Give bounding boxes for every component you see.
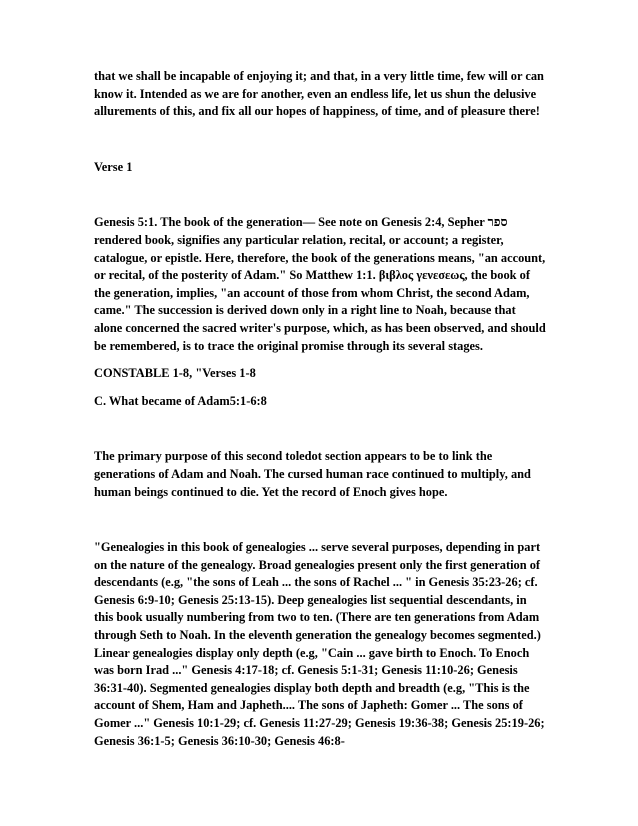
section-heading: C. What became of Adam5:1-6:8 (94, 393, 267, 408)
constable-line: CONSTABLE 1-8, "Verses 1-8 (94, 366, 256, 381)
verse-heading: Verse 1 (94, 159, 133, 174)
document-page (94, 68, 546, 750)
intro-paragraph: that we shall be incapable of enjoying it; and that, in a very little time, few will or can know it. Intended as we are for another, even an endless life, let us shun the delusive allurements of this, and fix all our hopes of happiness, of time, and of pleasure there! (94, 69, 544, 119)
primary-purpose-paragraph: The primary purpose of this second toledot section appears to be to link the generations of Adam and Noah. The cursed human race continued to multiply, and human beings continued to die. Yet the record of Enoch gives hope. (94, 449, 531, 499)
genealogies-paragraph: "Genealogies in this book of genealogies ... serve several purposes, depending in part on the nature of the genealogy. Broad genealogies present only the first generation of descendants (e.g, "the sons of Leah ... the sons of Rachel ... " in Genesis 35:23-26; cf. Genesis 6:9-10; Genesis 25:13-15). Deep genealogies list sequential descendants, in this book usually numbering from two to ten. (There are ten generations from Adam through Seth to Noah. In the eleventh generation the genealogy becomes segmented.) Linear genealogies display only depth (e.g, "Cain ... gave birth to Enoch. To Enoch was born Irad ..." Genesis 4:17-18; cf. Genesis 5:1-31; Genesis 11:10-26; Genesis 36:31-40). Segmented genealogies display both depth and breadth (e.g, "This is the account of Shem, Ham and Japheth.... The sons of Japheth: Gomer ... The sons of Gomer ..." Genesis 10:1-29; cf. Genesis 11:27-29; Genesis 19:36-38; Genesis 25:19-26; Genesis 36:1-5; Genesis 36:10-30; Genesis 46:8- (94, 540, 545, 748)
genesis-commentary-paragraph: Genesis 5:1. The book of the generation— See note on Genesis 2:4, Sepher ספר rendered book, signifies any particular relation, recital, or account; a register, catalogue, or epistle. Here, therefore, the book of the generations means, "an account, or recital, of the posterity of Adam." So Matthew 1:1. βιβλος γενεσεως, the book of the generation, implies, "an account of those from whom Christ, the second Adam, came." The succession is derived down only in a right line to Noah, because that alone concerned the sacred writer's purpose, which, as has been observed, and should be remembered, is to trace the original promise through its several stages. (94, 215, 546, 353)
